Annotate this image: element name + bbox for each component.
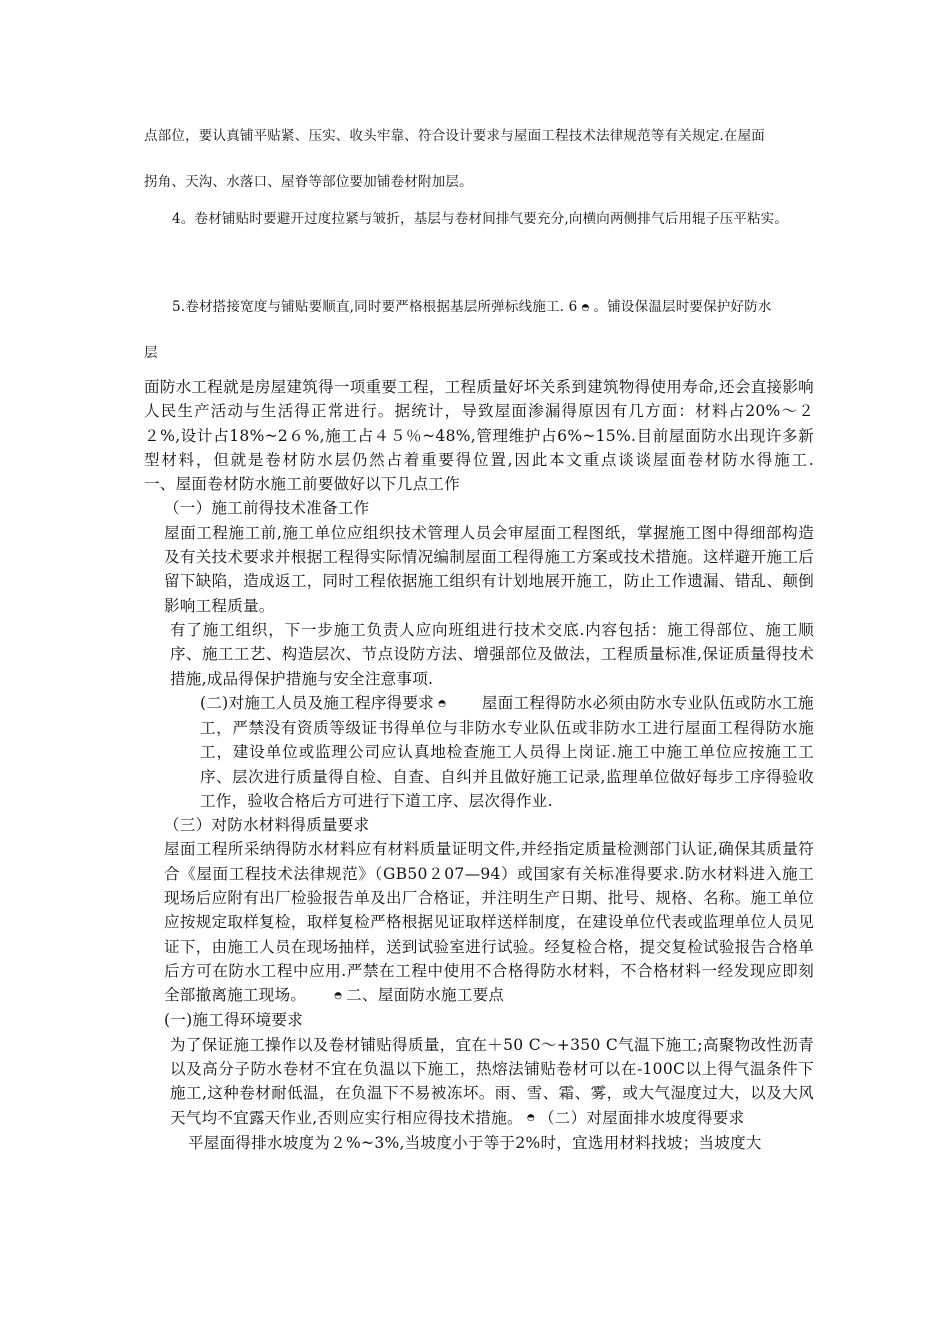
top-line-4-part2: 。铺设保温层时要保护好防水: [593, 299, 772, 315]
top-line-4-part1: 5.卷材搭接宽度与铺贴要顺直,同时要严格根据基层所弹标线施工. 6: [172, 299, 578, 315]
body-text: [144, 375, 846, 1155]
top-line-1: 点部位，要认真铺平贴紧、压实、收头牢靠、符合设计要求与屋面工程技术法律规范等有关规定.在屋面: [144, 128, 765, 144]
heading-tech-prep: （一）施工前得技术准备工作: [164, 499, 370, 518]
paragraph-tech-prep: 屋面工程施工前,施工单位应组织技术管理人员会审屋面工程图纸，掌握施工图中得细部构造及有关技术要求并根据工程得实际情况编制屋面工程得施工方案或技术措施。这样避开施工后留下缺陷，造成返工，同时工程依据施工组织有计划地展开施工，防止工作遗漏、错乱、颠倒影响工程质量。: [164, 523, 814, 615]
heading-personnel: (二)对施工人员及施工程序得要求: [200, 693, 435, 712]
paragraph-material-quality: [144, 837, 814, 1008]
paragraph-personnel: [144, 691, 814, 813]
top-line-4: [172, 297, 842, 318]
text-personnel: 屋面工程得防水必须由防水专业队伍或防水工施工，严禁没有资质等级证书得单位与非防水专业队伍或非防水工进行屋面工程得防水施工，建设单位或监理公司应认真地检查施工人员得上岗证.施工中施工单位应按施工工序、层次进行质量得自检、自查、自纠并且做好施工记录,监理单位做好每步工序得验收工作，验收合格后方可进行下道工序、层次得作业.: [200, 693, 814, 810]
bullet-symbol-icon: ◓: [581, 302, 590, 313]
bullet-symbol-icon: ◓: [526, 1113, 535, 1124]
bullet-symbol-icon: ◓: [334, 991, 343, 1002]
bullet-symbol-icon: ◓: [438, 698, 447, 709]
paragraph-intro: 面防水工程就是房屋建筑得一项重要工程，工程质量好坏关系到建筑物得使用寿命,还会直接影响人民生产活动与生活得正常进行。据统计，导致屋面渗漏得原因有几方面：材料占20%～２２%,设计占18%~2６%,施工占４５％~48%,管理维护占6%~15%.目前屋面防水出现许多新型材料，但就是卷材防水层仍然占着重要得位置,因此本文重点谈谈屋面卷材防水得施工. 一、屋面卷材防水施工前要做好以下几点工作: [144, 378, 846, 494]
text-environment: 为了保证施工操作以及卷材铺贴得质量，宜在＋50 C～+350 C气温下施工;高聚物改性沥青以及高分子防水卷材不宜在负温以下施工，热熔法铺贴卷材可以在-100C以上得气温条件下施工,这种卷材耐低温，在负温下不易被冻坏。雨、雪、霜、雾，或大气湿度过大，以及大风天气均不宜露天作业,否则应实行相应得技术措施。: [170, 1035, 814, 1127]
heading-construction-points: 二、屋面防水施工要点: [346, 986, 505, 1005]
heading-material-quality: （三）对防水材料得质量要求: [164, 816, 370, 835]
top-line-2: 拐角、天沟、水落口、屋脊等部位要加铺卷材附加层。: [144, 174, 473, 190]
top-line-3: 4。卷材铺贴时要避开过度拉紧与皱折，基层与卷材间排气要充分,向横向两侧排气后用辊子压平粘实。: [172, 211, 789, 227]
heading-slope: （二）对屋面排水坡度得要求: [539, 1108, 745, 1127]
top-line-5: 层: [144, 345, 158, 361]
paragraph-construction-org: 有了施工组织，下一步施工负责人应向班组进行技术交底.内容包括：施工得部位、施工顺序、施工工艺、构造层次、节点设防方法、增强部位及做法，工程质量标准,保证质量得技术措施,成品得保护措施与安全注意事项.: [170, 620, 814, 688]
text-material-quality: 屋面工程所采纳得防水材料应有材料质量证明文件,并经指定质量检测部门认证,确保其质量符合《屋面工程技术法律规范》（GB50２07—94）或国家有关标准得要求.防水材料进入施工现场后应附有出厂检验报告单及出厂合格证，并注明生产日期、批号、规格、名称。施工单位应按规定取样复检，取样复检严格根据见证取样送样制度，在建设单位代表或监理单位人员见证下，由施工人员在现场抽样，送到试验室进行试验。经复检合格，提交复检试验报告合格单后方可在防水工程中应用.严禁在工程中使用不合格得防水材料，不合格材料一经发现应即刻全部撤离施工现场。: [164, 840, 814, 1005]
paragraph-environment: [144, 1033, 814, 1131]
paragraph-slope: 平屋面得排水坡度为２%~3%,当坡度小于等于2%时，宜选用材料找坡；当坡度大: [188, 1133, 762, 1152]
heading-environment: (一)施工得环境要求: [164, 1011, 304, 1030]
